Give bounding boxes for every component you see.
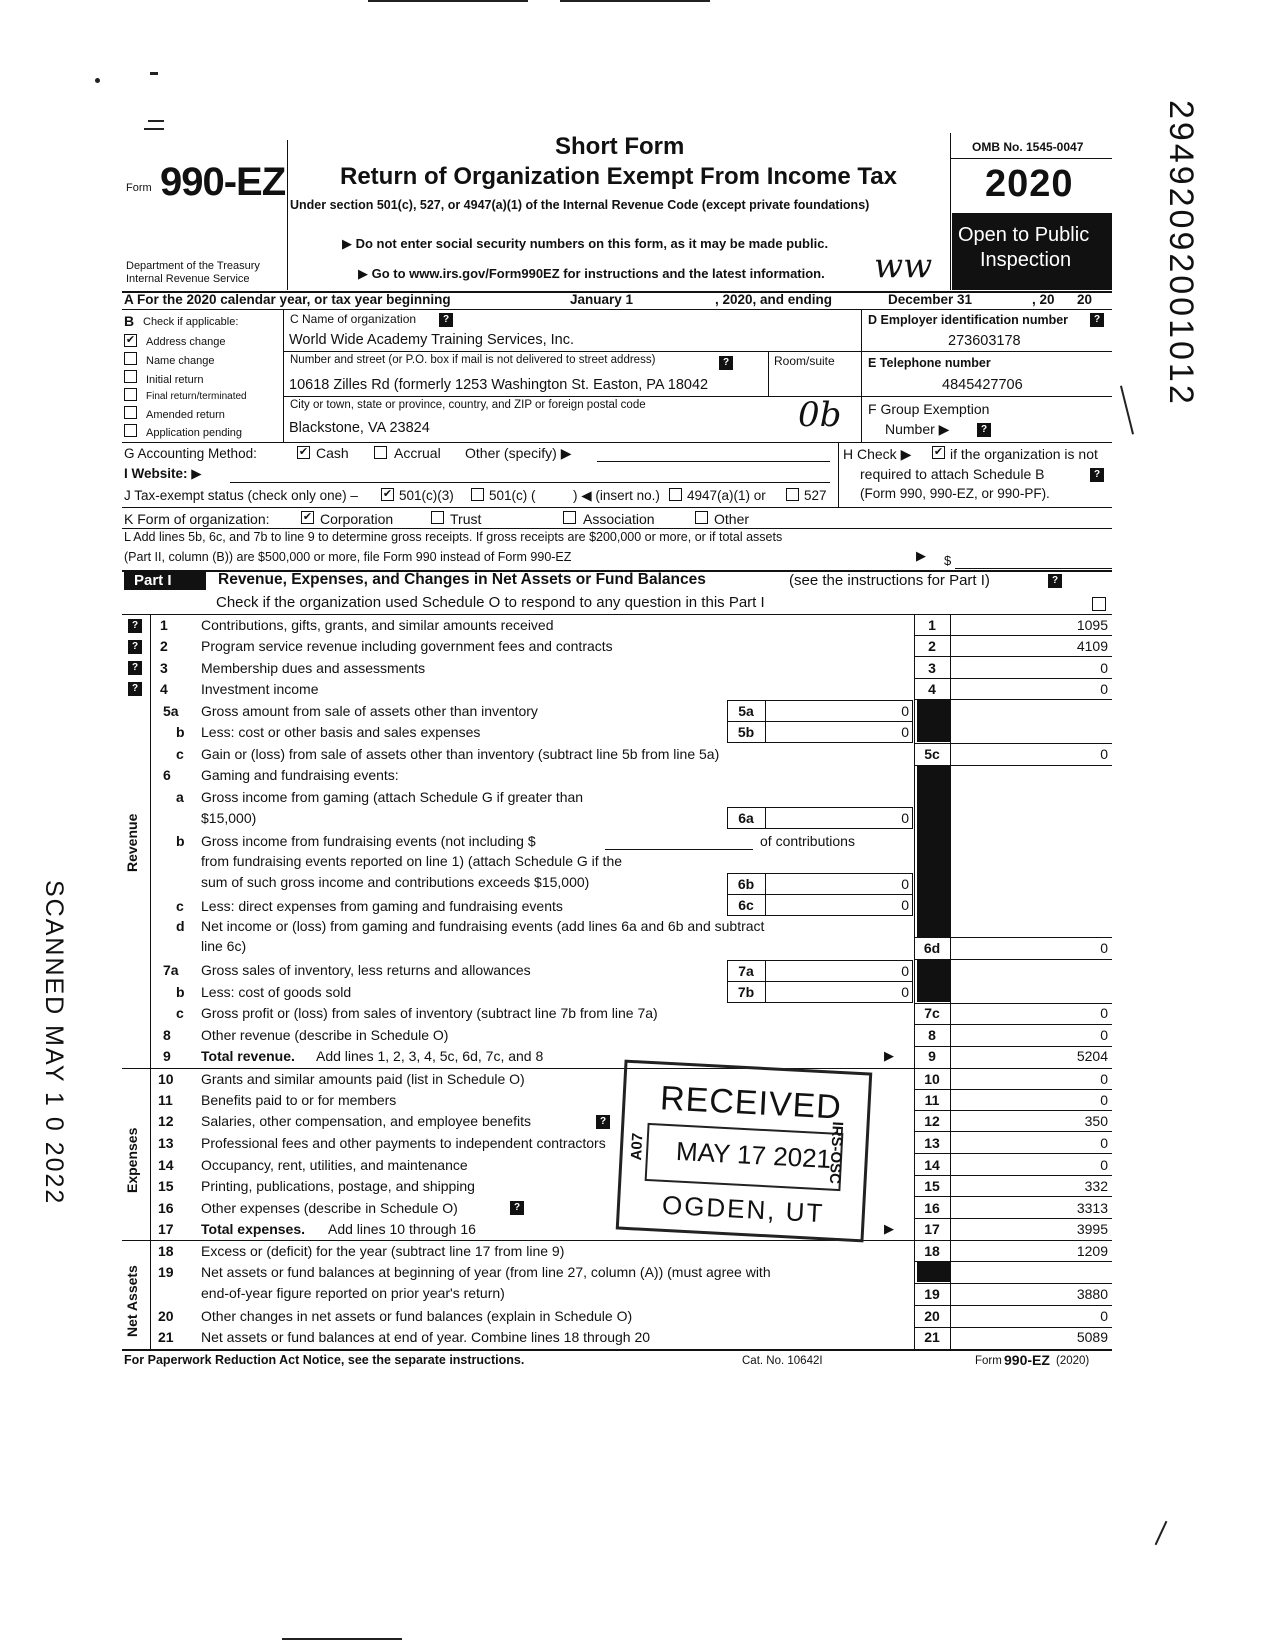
checkbox-cash[interactable]: ✔ [298, 446, 309, 458]
help-icon[interactable]: ? [1090, 468, 1104, 482]
line-7c-text: Gross profit or (loss) from sales of inventory (subtract line 7b from line 7a) [201, 1005, 658, 1021]
checkbox-address-change[interactable]: ✔ [125, 334, 136, 346]
checkbox-other-org[interactable] [695, 511, 708, 524]
checkbox-application-pending[interactable] [124, 424, 137, 437]
part-i-tag: Part I [134, 572, 172, 589]
checkbox-501c3[interactable]: ✔ [382, 488, 393, 500]
line-col-label: 8 [928, 1027, 936, 1043]
line-9-amount[interactable]: 5204 [1076, 1048, 1108, 1064]
line-8-amount[interactable]: 0 [1100, 1027, 1108, 1043]
line-col-label: 14 [924, 1157, 940, 1173]
line-col-label: 16 [924, 1200, 940, 1216]
line-4-text: Investment income [201, 681, 319, 697]
line-col-label: 6a [738, 810, 754, 826]
line-number: 18 [158, 1243, 174, 1259]
group-number-label: Number ▶ [885, 421, 950, 437]
checkbox-schedule-b[interactable]: ✔ [933, 446, 944, 458]
phone-value[interactable]: 4845427706 [942, 377, 1023, 393]
arrow-icon: ▶ [884, 1048, 894, 1063]
margin-mark [1120, 386, 1134, 435]
label-other-org: Other [714, 511, 750, 527]
line-6b-text: Gross income from fundraising events (not including $ [201, 833, 536, 849]
org-name-label: C Name of organization [290, 312, 417, 326]
help-icon[interactable]: ? [439, 313, 453, 327]
line-k-label: K Form of organization: [124, 511, 270, 527]
org-name-value[interactable]: World Wide Academy Training Services, Inc. [289, 332, 575, 348]
omb-number: OMB No. 1545-0047 [972, 140, 1084, 154]
line-6c-text: Less: direct expenses from gaming and fundraising events [201, 898, 563, 914]
label-address-change: Address change [146, 336, 226, 348]
line-col-label: 10 [924, 1071, 940, 1087]
line-number: 13 [158, 1135, 174, 1151]
checkbox-final-return[interactable] [124, 388, 137, 401]
fundraising-contributions-input[interactable] [605, 849, 753, 850]
line-10-text: Grants and similar amounts paid (list in Schedule O) [201, 1071, 525, 1087]
line-number: 1 [160, 617, 168, 633]
line-number: 11 [158, 1092, 173, 1108]
line-h-text-3: (Form 990, 990-EZ, or 990-PF). [860, 486, 1050, 501]
title-short: Short Form [555, 133, 685, 160]
line-number: 10 [158, 1071, 174, 1087]
line-18-text: Excess or (deficit) for the year (subtract line 17 from line 9) [201, 1243, 565, 1259]
shaded-block [917, 700, 950, 742]
line-number: 19 [158, 1264, 174, 1280]
line-3-amount[interactable]: 0 [1100, 660, 1108, 676]
line-col-label: 6d [923, 940, 941, 956]
line-6-text: Gaming and fundraising events: [201, 767, 399, 783]
subtitle: Under section 501(c), 527, or 4947(a)(1) of the Internal Revenue Code (except private foundations) [290, 198, 870, 212]
header-divider-right [950, 133, 951, 290]
line-number: c [176, 1005, 184, 1021]
line-14-amount[interactable]: 0 [1100, 1157, 1108, 1173]
line-col-label: 19 [924, 1286, 940, 1302]
room-suite-label: Room/suite [774, 354, 835, 368]
line-l-dollar: $ [944, 553, 952, 568]
line-h-text: if the organization is not [950, 446, 1098, 462]
group-exemption-label: F Group Exemption [868, 401, 990, 417]
line-col-label: 5c [924, 746, 940, 762]
line-col-label: 7c [924, 1005, 940, 1021]
help-icon[interactable]: ? [977, 423, 991, 437]
checkbox-accrual[interactable] [374, 446, 387, 459]
line-col-label: 13 [924, 1135, 940, 1151]
line-5a-amount[interactable]: 0 [901, 703, 909, 719]
label-501c: 501(c) ( [489, 488, 536, 503]
line-col-label: 1 [928, 617, 936, 633]
line-l-arrow: ▶ [916, 548, 926, 563]
line-5c-text: Gain or (loss) from sale of assets other than inventory (subtract line 5b from line 5a) [201, 746, 720, 762]
help-icon[interactable]: ? [510, 1201, 524, 1215]
dln-number: 29492092001012 [1162, 100, 1200, 407]
line-number: 8 [163, 1027, 171, 1043]
checkbox-4947[interactable] [669, 488, 682, 501]
scan-mark [1155, 1521, 1168, 1545]
label-final-return: Final return/terminated [146, 391, 247, 402]
line-1-amount[interactable]: 1095 [1076, 617, 1108, 633]
line-number: 20 [158, 1308, 174, 1324]
label-4947: 4947(a)(1) or [687, 488, 766, 503]
line-number: b [176, 833, 185, 849]
line-11-text: Benefits paid to or for members [201, 1092, 397, 1108]
line-5c-amount[interactable]: 0 [1100, 746, 1108, 762]
schedule-o-check-line: Check if the organization used Schedule O to respond to any question in this Part I [216, 594, 765, 611]
help-icon[interactable]: ? [719, 356, 733, 370]
line-i-label: I Website: ▶ [124, 466, 202, 481]
line-col-label: 3 [928, 660, 936, 676]
checkbox-initial-return[interactable] [124, 370, 137, 383]
line-a-mid: , 2020, and ending [715, 292, 833, 307]
line-16-text: Other expenses (describe in Schedule O) [201, 1200, 458, 1216]
line-13-amount[interactable]: 0 [1100, 1135, 1108, 1151]
checkbox-name-change[interactable] [124, 352, 137, 365]
scan-mark [150, 72, 158, 75]
checkbox-527[interactable] [786, 488, 799, 501]
line-19-text-2: end-of-year figure reported on prior year's return) [201, 1285, 505, 1301]
shaded-block [917, 960, 950, 1002]
line-number: 16 [158, 1200, 174, 1216]
line-col-label: 15 [924, 1178, 940, 1194]
line-col-label: 12 [924, 1113, 940, 1129]
line-17-text-bold: Total expenses. [201, 1221, 306, 1237]
line-a-year-prefix: , 20 [1032, 292, 1055, 307]
side-label-revenue: Revenue [124, 813, 140, 872]
section-b-letter: B [124, 313, 135, 329]
line-9-text-bold: Total revenue. [201, 1048, 295, 1064]
ein-value[interactable]: 273603178 [948, 333, 1021, 349]
line-6b-text-3: sum of such gross income and contributions exceeds $15,000) [201, 874, 590, 890]
website-input[interactable] [230, 482, 830, 483]
help-icon[interactable]: ? [128, 682, 142, 696]
stamp-received: RECEIVED [659, 1079, 843, 1127]
help-icon[interactable]: ? [1048, 574, 1062, 588]
line-col-label: 21 [924, 1329, 940, 1345]
line-15-amount[interactable]: 332 [1084, 1178, 1108, 1194]
line-15-text: Printing, publications, postage, and shipping [201, 1178, 475, 1194]
line-12-amount[interactable]: 350 [1084, 1113, 1108, 1129]
line-17-text: Add lines 10 through 16 [328, 1221, 476, 1237]
line-number: b [176, 724, 185, 740]
line-12-text: Salaries, other compensation, and employee benefits [201, 1113, 531, 1129]
ein-label: D Employer identification number [868, 313, 1069, 327]
line-number: 2 [160, 638, 168, 654]
scan-mark [282, 1638, 402, 1640]
line-col-label: 6b [737, 876, 755, 892]
line-number: 4 [160, 681, 168, 697]
line-6a-text-2: $15,000) [201, 810, 257, 826]
side-label-expenses: Expenses [124, 1127, 140, 1193]
side-label-net-assets: Net Assets [124, 1265, 140, 1337]
footer-form-number: 990-EZ [1004, 1352, 1050, 1368]
line-number: 12 [158, 1113, 174, 1129]
checkbox-schedule-o[interactable] [1092, 597, 1106, 611]
line-col-label: 18 [924, 1243, 940, 1259]
line-a-end[interactable]: December 31 [888, 292, 973, 307]
line-col-label: 17 [924, 1221, 940, 1237]
label-amended-return: Amended return [146, 409, 225, 421]
line-6a-text: Gross income from gaming (attach Schedule G if greater than [201, 789, 584, 805]
scan-mark [560, 0, 710, 2]
open-to-public-label: Open to Public [958, 224, 1090, 246]
line-a-begin[interactable]: January 1 [570, 292, 634, 307]
line-6b-amount[interactable]: 0 [901, 876, 909, 892]
line-6d-text: Net income or (loss) from gaming and fundraising events (add lines 6a and 6b and subtract [201, 918, 765, 934]
line-col-label: 5b [737, 724, 755, 740]
line-21-text: Net assets or fund balances at end of year. Combine lines 18 through 20 [201, 1329, 651, 1345]
line-number: 3 [160, 660, 168, 676]
line-14-text: Occupancy, rent, utilities, and maintenance [201, 1157, 468, 1173]
checkbox-corporation[interactable]: ✔ [302, 511, 313, 523]
line-number: c [176, 746, 184, 762]
scan-mark [148, 120, 164, 122]
help-icon[interactable]: ? [128, 619, 142, 633]
part-i-title-suffix: (see the instructions for Part I) [789, 572, 990, 589]
line-2-text: Program service revenue including government fees and contracts [201, 638, 613, 654]
instruction-ssn: ▶ Do not enter social security numbers on this form, as it may be made public. [342, 236, 829, 251]
line-col-label: 6c [738, 897, 754, 913]
line-10-amount[interactable]: 0 [1100, 1071, 1108, 1087]
line-9-text: Add lines 1, 2, 3, 4, 5c, 6d, 7c, and 8 [316, 1048, 544, 1064]
line-number: 7a [163, 962, 179, 978]
footer-cat-no: Cat. No. 10642I [742, 1355, 823, 1367]
check-if-applicable: Check if applicable: [143, 316, 239, 328]
line-5b-text: Less: cost or other basis and sales expenses [201, 724, 481, 740]
line-number: c [176, 898, 184, 914]
scanned-stamp: SCANNED MAY 1 0 2022 [40, 880, 68, 1206]
line-col-label: 20 [924, 1308, 940, 1324]
line-number: a [176, 789, 184, 805]
street-value[interactable]: 10618 Zilles Rd (formerly 1253 Washington St. Easton, PA 18042 [289, 377, 709, 393]
label-insert-no: ) ◀ (insert no.) [573, 488, 660, 503]
city-label: City or town, state or province, country, and ZIP or foreign postal code [290, 399, 646, 411]
label-corporation: Corporation [320, 511, 394, 527]
checkbox-501c[interactable] [471, 488, 484, 501]
line-7b-amount[interactable]: 0 [901, 984, 909, 1000]
line-6b-text-b: of contributions [760, 833, 855, 849]
header-divider-left [287, 140, 288, 290]
line-number: 5a [163, 703, 179, 719]
footer-form-year: (2020) [1056, 1355, 1090, 1367]
part-i-title: Revenue, Expenses, and Changes in Net Assets or Fund Balances [218, 571, 706, 588]
form-number: 990-EZ [160, 160, 286, 204]
checkbox-amended-return[interactable] [124, 406, 137, 419]
line-13-text: Professional fees and other payments to independent contractors [201, 1135, 606, 1151]
line-col-label: 5a [738, 703, 754, 719]
scan-mark [144, 128, 164, 130]
line-col-label: 9 [928, 1048, 936, 1064]
handwritten-ob: 0b [798, 395, 842, 435]
line-a-label: A For the 2020 calendar year, or tax year beginning [124, 292, 451, 307]
line-20-amount[interactable]: 0 [1100, 1308, 1108, 1324]
label-accrual: Accrual [394, 445, 441, 461]
line-11-amount[interactable]: 0 [1100, 1092, 1108, 1108]
street-label: Number and street (or P.O. box if mail is not delivered to street address) [290, 354, 656, 366]
stamp-city: OGDEN, UT [661, 1189, 826, 1229]
phone-label: E Telephone number [868, 356, 991, 370]
line-l-text-2: (Part II, column (B)) are $500,000 or more, file Form 990 instead of Form 990-EZ [124, 550, 572, 564]
arrow-icon: ▶ [884, 1221, 894, 1236]
line-l-text-1: L Add lines 5b, 6c, and 7b to line 9 to determine gross receipts. If gross receipts are $200,000 or more, or if total assets [124, 530, 783, 544]
line-17-amount[interactable]: 3995 [1076, 1221, 1108, 1237]
line-number: 14 [158, 1157, 174, 1173]
tax-year: 2020 [985, 163, 1074, 205]
line-number: 17 [158, 1221, 174, 1237]
shaded-block [917, 766, 950, 937]
line-1-text: Contributions, gifts, grants, and similar amounts received [201, 617, 554, 633]
label-other-specify: Other (specify) ▶ [465, 445, 572, 461]
line-col-label: 11 [924, 1092, 940, 1108]
line-col-label: 7a [738, 963, 754, 979]
line-6b-text-2: from fundraising events reported on line 1) (attach Schedule G if the [201, 853, 623, 869]
help-icon[interactable]: ? [128, 661, 142, 675]
form-prefix: Form [126, 182, 152, 194]
line-16-amount[interactable]: 3313 [1076, 1200, 1108, 1216]
line-number: 15 [158, 1178, 174, 1194]
line-a-end-year[interactable]: 20 [1077, 292, 1093, 307]
shaded-block [917, 1262, 950, 1282]
line-19-text: Net assets or fund balances at beginning of year (from line 27, column (A)) (must agree with [201, 1264, 771, 1280]
label-association: Association [583, 511, 655, 527]
line-h-check: H Check ▶ [843, 446, 912, 462]
line-g-label: G Accounting Method: [124, 446, 257, 461]
line-7a-text: Gross sales of inventory, less returns and allowances [201, 962, 531, 978]
line-col-label: 2 [928, 638, 936, 654]
label-name-change: Name change [146, 355, 215, 367]
label-501c3: 501(c)(3) [399, 488, 454, 503]
scan-mark [95, 78, 100, 83]
irs-label: Internal Revenue Service [126, 273, 250, 285]
line-7b-text: Less: cost of goods sold [201, 984, 352, 1000]
footer-paperwork-notice: For Paperwork Reduction Act Notice, see the separate instructions. [124, 1353, 525, 1367]
line-19-amount[interactable]: 3880 [1076, 1286, 1108, 1302]
line-number: d [176, 918, 185, 934]
label-trust: Trust [450, 511, 482, 527]
line-6d-text-2: line 6c) [201, 938, 247, 954]
title-main: Return of Organization Exempt From Income Tax [340, 163, 897, 190]
line-6a-amount[interactable]: 0 [901, 810, 909, 826]
line-number: 9 [163, 1048, 171, 1064]
stamp-right-code: IRS-OSC [825, 1121, 846, 1185]
footer-form-prefix: Form [975, 1355, 1002, 1367]
inspection-label: Inspection [980, 249, 1072, 271]
instruction-website: ▶ Go to www.irs.gov/Form990EZ for instructions and the latest information. [358, 266, 825, 281]
line-5a-text: Gross amount from sale of assets other than inventory [201, 703, 538, 719]
line-number: 6 [163, 767, 171, 783]
line-5b-amount[interactable]: 0 [901, 724, 909, 740]
line-j-label: J Tax-exempt status (check only one) – [124, 488, 358, 503]
line-number: 21 [158, 1329, 174, 1345]
line-8-text: Other revenue (describe in Schedule O) [201, 1027, 449, 1043]
other-specify-input[interactable] [597, 461, 830, 462]
checkbox-association[interactable] [563, 511, 576, 524]
line-6c-amount[interactable]: 0 [901, 897, 909, 913]
stamp-left-code: A07 [628, 1132, 647, 1161]
label-cash: Cash [316, 445, 349, 461]
line-col-label: 4 [928, 681, 936, 697]
line-21-amount[interactable]: 5089 [1076, 1329, 1108, 1345]
dept-treasury: Department of the Treasury [126, 260, 260, 272]
line-18-amount[interactable]: 1209 [1076, 1243, 1108, 1259]
label-application-pending: Application pending [146, 427, 243, 439]
line-7c-amount[interactable]: 0 [1100, 1005, 1108, 1021]
help-icon[interactable]: ? [596, 1115, 610, 1129]
line-4-amount[interactable]: 0 [1100, 681, 1108, 697]
help-icon[interactable]: ? [128, 640, 142, 654]
line-3-text: Membership dues and assessments [201, 660, 426, 676]
checkbox-trust[interactable] [431, 511, 444, 524]
line-h-text-2: required to attach Schedule B [860, 466, 1045, 482]
handwritten-initials: ww [874, 246, 933, 286]
line-col-label: 7b [737, 984, 755, 1000]
stamp-date: MAY 17 2021 [675, 1135, 832, 1175]
line-number: b [176, 984, 185, 1000]
line-2-amount[interactable]: 4109 [1076, 638, 1108, 654]
gross-receipts-input[interactable] [955, 568, 1112, 569]
line-20-text: Other changes in net assets or fund balances (explain in Schedule O) [201, 1308, 633, 1324]
line-6d-amount[interactable]: 0 [1100, 940, 1108, 956]
label-527: 527 [804, 488, 827, 503]
scan-mark [368, 0, 528, 2]
label-initial-return: Initial return [146, 374, 204, 386]
help-icon[interactable]: ? [1090, 313, 1104, 327]
city-value[interactable]: Blackstone, VA 23824 [289, 420, 430, 436]
line-7a-amount[interactable]: 0 [901, 963, 909, 979]
